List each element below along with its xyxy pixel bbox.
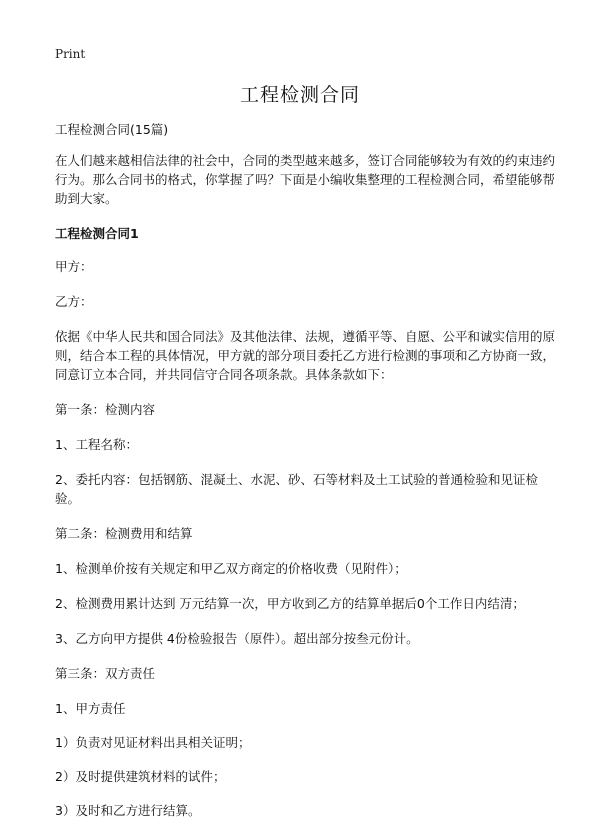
article-1-item-2: 2、委托内容：包括钢筋、混凝土、水泥、砂、石等材料及土工试验的普通检验和见证检验。 [55,472,538,506]
article-1-heading: 第一条：检测内容 [55,402,156,417]
article-3-heading: 第三条：双方责任 [55,666,156,681]
article-2-heading: 第二条：检测费用和结算 [55,526,193,541]
article-3-subitem-2: 2）及时提供建筑材料的试件； [55,769,226,784]
preamble-paragraph: 依据《中华人民共和国合同法》及其他法律、法规，遵循平等、自愿、公平和诚实信用的原则，结合本工程的具体情况，甲方就的部分项目委托乙方进行检测的事项和乙方协商一致，同意订立本合同，并共同信守合同各项条款。具体条款如下： [55,329,556,382]
article-3-item-1: 1、甲方责任 [55,701,126,716]
document-subtitle: 工程检测合同(15篇) [55,122,169,137]
article-2-item-1: 1、检测单价按有关规定和甲乙双方商定的价格收费（见附件）； [55,561,407,576]
section-heading: 工程检测合同1 [55,226,139,241]
intro-paragraph: 在人们越来越相信法律的社会中，合同的类型越来越多，签订合同能够较为有效的约束违约行为。那么合同书的格式，你掌握了吗？下面是小编收集整理的工程检测合同，希望能够帮助到大家。 [55,153,556,206]
article-3-subitem-3: 3）及时和乙方进行结算。 [55,803,201,818]
party-a-line: 甲方： [55,259,93,274]
article-2-item-3: 3、乙方向甲方提供 4份检验报告（原件）。超出部分按叁元份计。 [55,631,419,646]
article-2-item-2: 2、检测费用累计达到 万元结算一次，甲方收到乙方的结算单据后0个工作日内结清； [55,596,525,611]
article-3-subitem-1: 1）负责对见证材料出具相关证明； [55,735,251,750]
article-1-item-1: 1、工程名称： [55,437,138,452]
print-link[interactable]: Print [55,47,86,61]
document-body [55,120,555,835]
party-b-line: 乙方： [55,294,93,309]
document-title: 工程检测合同 [239,84,360,106]
